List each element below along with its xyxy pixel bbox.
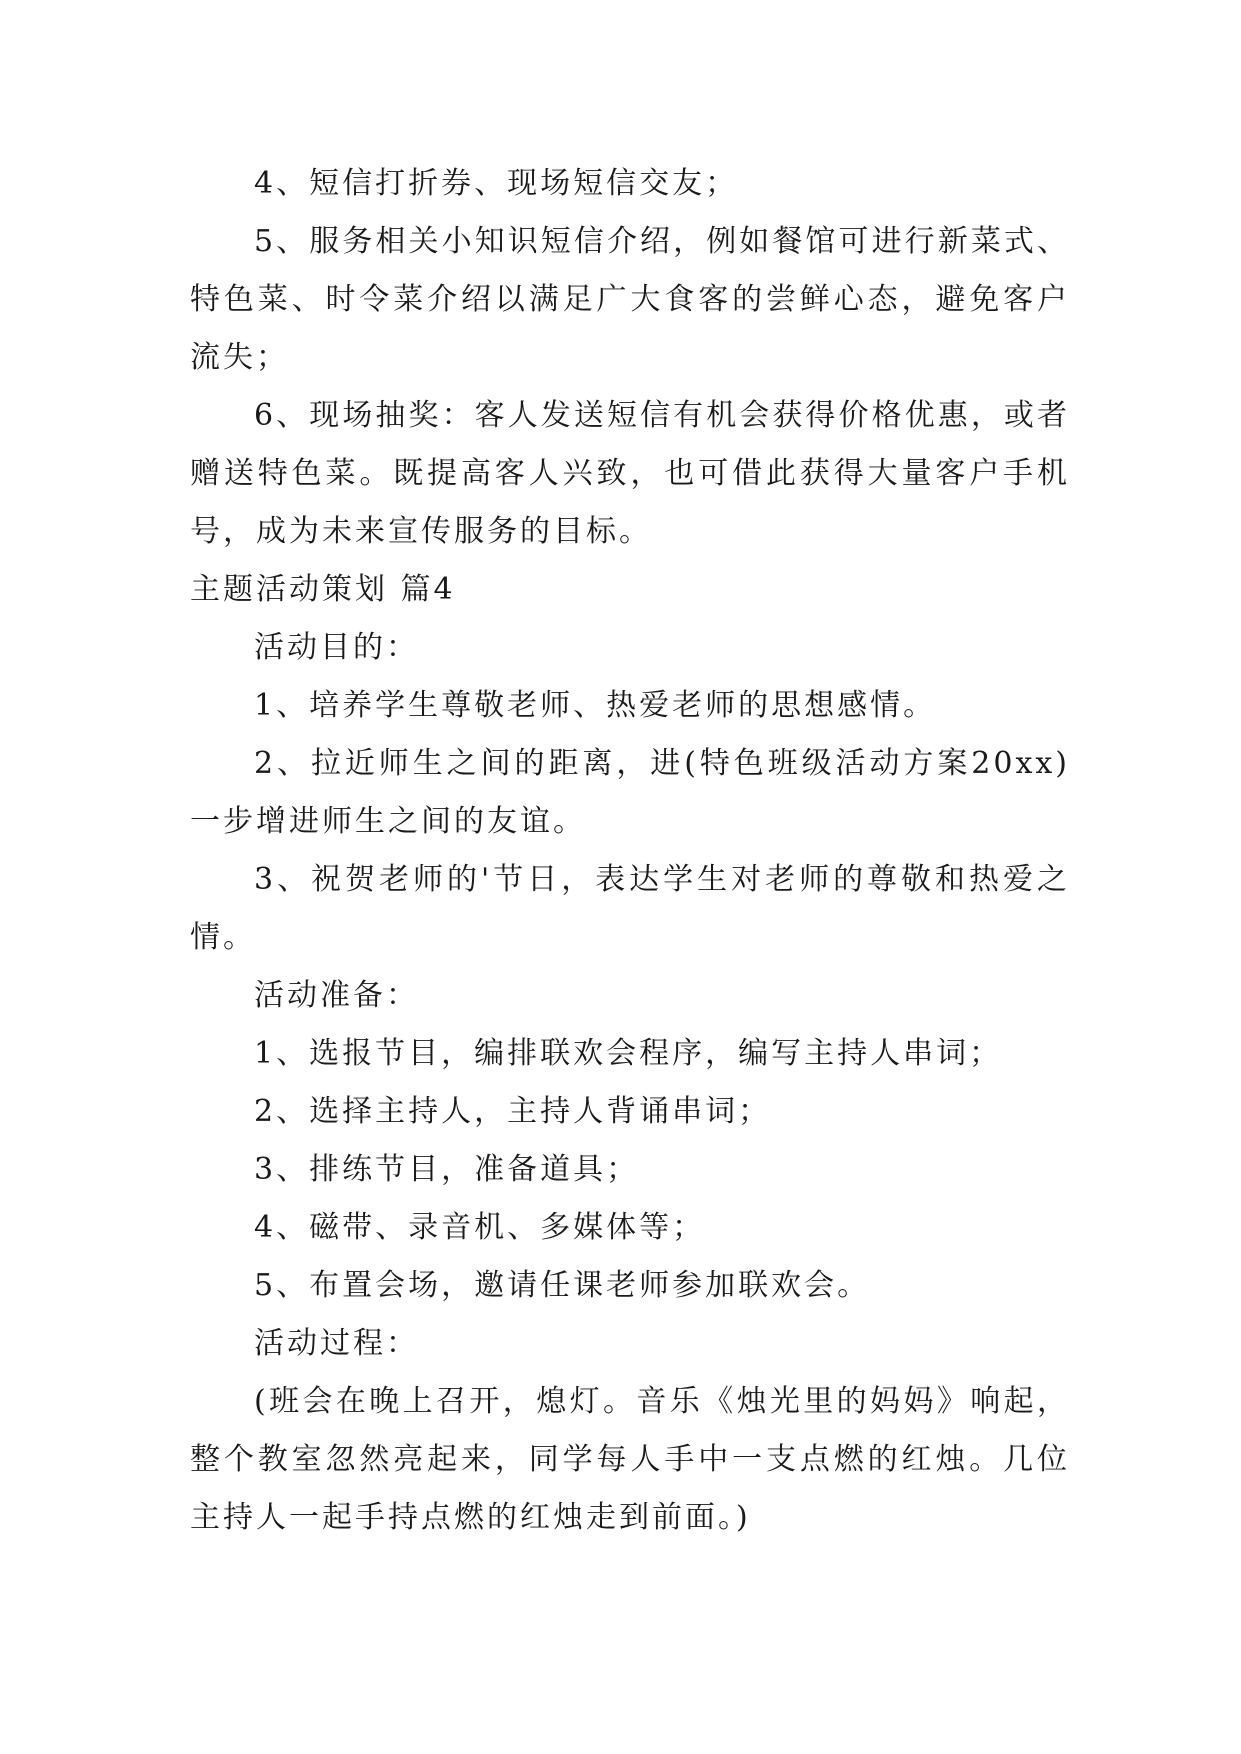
paragraph-item-4: 4、短信打折券、现场短信交友； bbox=[254, 166, 739, 201]
preparation-item-4: 4、磁带、录音机、多媒体等； bbox=[254, 1210, 706, 1245]
preparation-item-2: 2、选择主持人，主持人背诵串词； bbox=[254, 1094, 772, 1129]
preparation-item-3: 3、排练节目，准备道具； bbox=[254, 1152, 640, 1187]
section-heading: 主题活动策划 篇4 bbox=[190, 572, 456, 607]
paragraph-item-6: 6、现场抽奖：客人发送短信有机会获得价格优惠，或者赠送特色菜。既提高客人兴致，也可借此获得大量客户手机号，成为未来宣传服务的目标。 bbox=[190, 398, 1070, 549]
paragraph-item-5: 5、服务相关小知识短信介绍，例如餐馆可进行新菜式、特色菜、时令菜介绍以满足广大食客的尝鲜心态，避免客户流失； bbox=[190, 224, 1070, 375]
document-page bbox=[190, 155, 1070, 1547]
activity-preparation-heading: 活动准备： bbox=[254, 978, 419, 1013]
process-paragraph: (班会在晚上召开，熄灯。音乐《烛光里的妈妈》响起，整个教室忽然亮起来，同学每人手中一支点燃的红烛。几位主持人一起手持点燃的红烛走到前面。) bbox=[190, 1384, 1070, 1535]
preparation-item-5: 5、布置会场，邀请任课老师参加联欢会。 bbox=[254, 1268, 871, 1303]
purpose-item-3: 3、祝贺老师的'节日，表达学生对老师的尊敬和热爱之情。 bbox=[190, 862, 1070, 955]
purpose-item-1: 1、培养学生尊敬老师、热爱老师的思想感情。 bbox=[254, 688, 937, 723]
activity-process-heading: 活动过程： bbox=[254, 1326, 419, 1361]
activity-purpose-heading: 活动目的： bbox=[254, 630, 419, 665]
preparation-item-1: 1、选报节目，编排联欢会程序，编写主持人串词； bbox=[254, 1036, 1003, 1071]
purpose-item-2: 2、拉近师生之间的距离，进(特色班级活动方案20xx)一步增进师生之间的友谊。 bbox=[190, 746, 1070, 839]
